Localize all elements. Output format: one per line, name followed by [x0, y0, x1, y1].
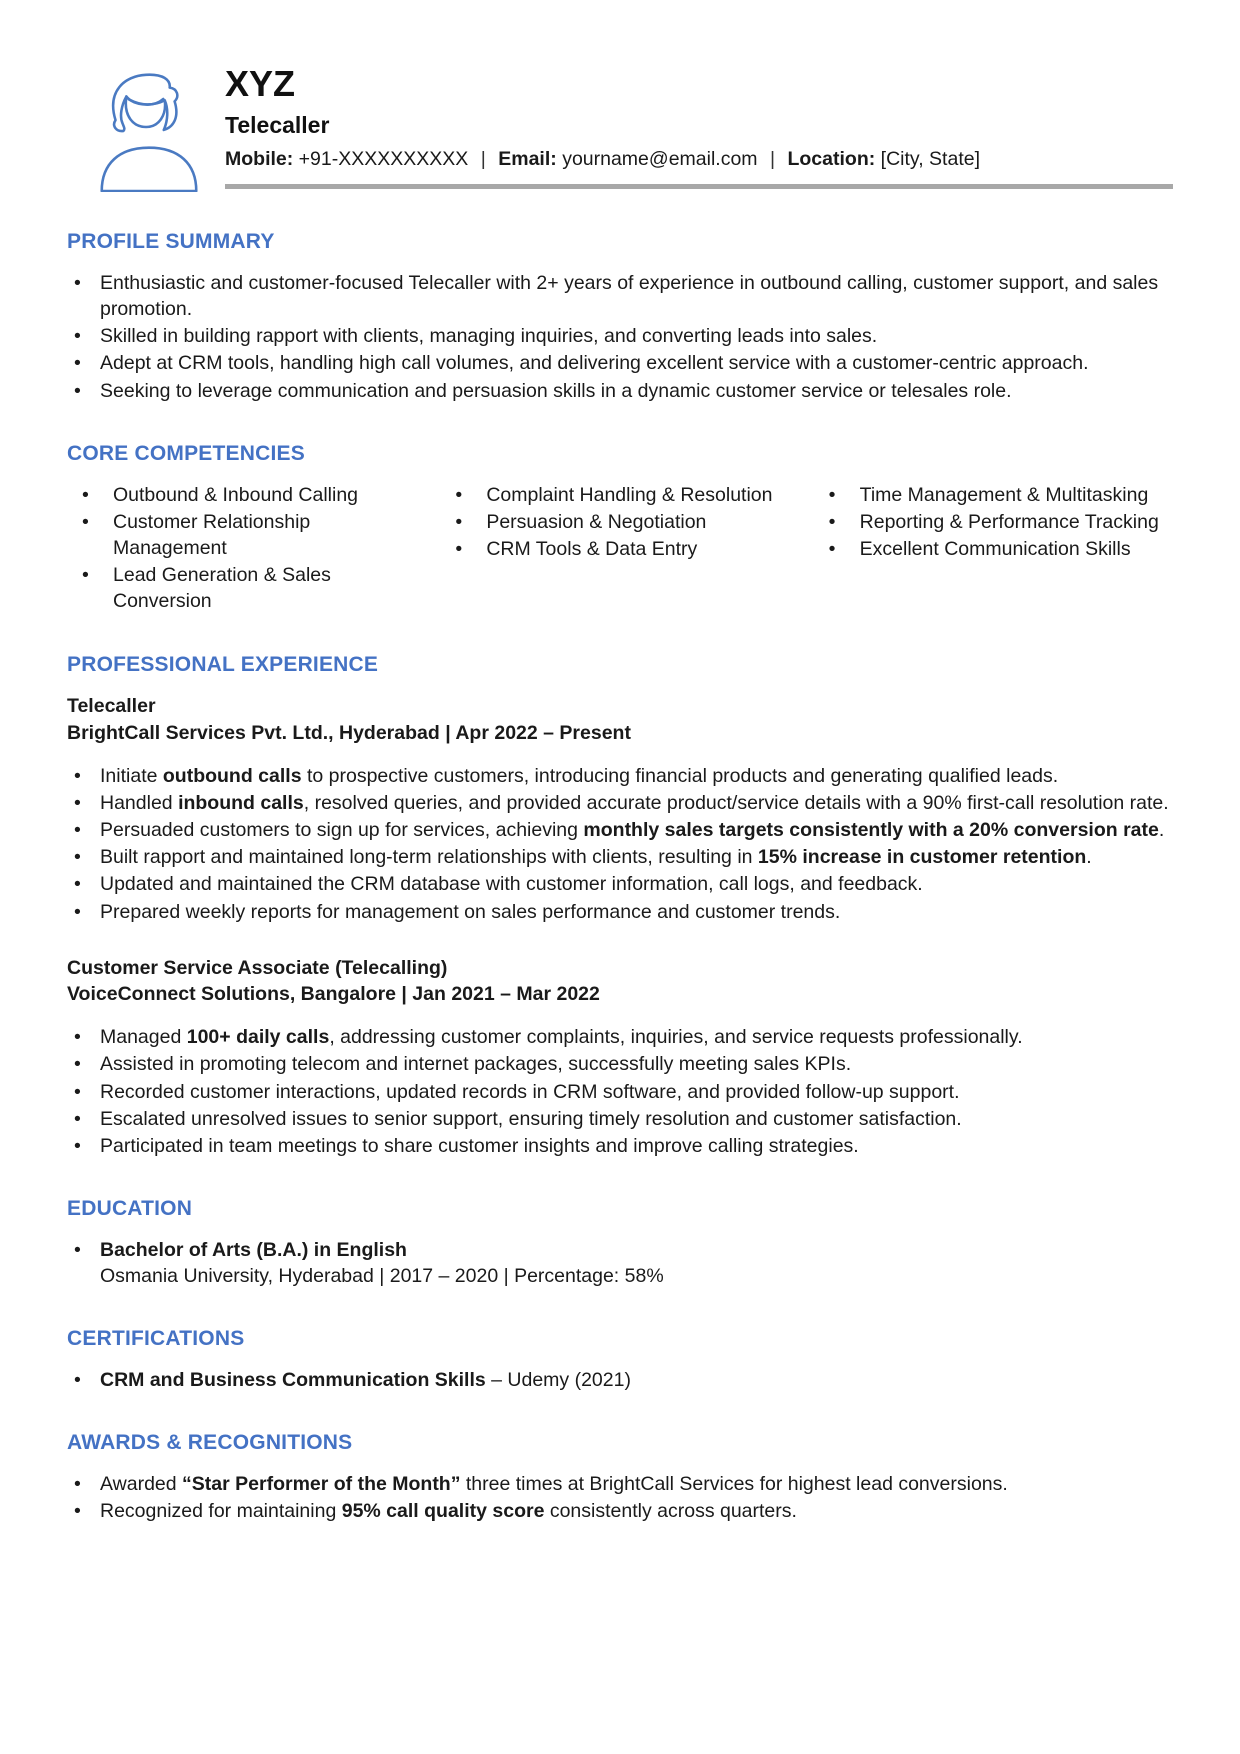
job-entry	[67, 693, 1173, 924]
separator: |	[769, 148, 776, 171]
email-value: yourname@email.com	[562, 148, 758, 171]
list-item: • Updated and maintained the CRM database with customer information, call logs, and feedback.	[67, 871, 1173, 897]
list-item: • Outbound & Inbound Calling	[67, 482, 426, 508]
separator: |	[480, 148, 486, 171]
list-item: • Recognized for maintaining 95% call quality score consistently across quarters.	[67, 1498, 1173, 1524]
profile-summary-list	[67, 270, 1173, 404]
email-label: Email:	[498, 148, 557, 171]
mobile-value: +91-XXXXXXXXXX	[298, 148, 469, 171]
mobile-label: Mobile:	[225, 148, 294, 171]
list-item: • Enthusiastic and customer-focused Telecaller with 2+ years of experience in outbound calling, customer support, and sales promotion.	[67, 270, 1173, 322]
list-item: • Persuaded customers to sign up for services, achieving monthly sales targets consistently with a 20% conversion rate.	[67, 817, 1173, 843]
education-details: Osmania University, Hyderabad | 2017 – 2020 | Percentage: 58%	[100, 1265, 664, 1287]
job-bullets	[67, 1024, 1173, 1159]
awards-list	[67, 1471, 1173, 1524]
list-item: • Persuasion & Negotiation	[440, 509, 799, 535]
competency-column	[440, 482, 799, 616]
list-item: • Recorded customer interactions, updated records in CRM software, and provided follow-up support.	[67, 1079, 1173, 1105]
list-item: • Assisted in promoting telecom and internet packages, successfully meeting sales KPIs.	[67, 1051, 1173, 1077]
list-item: • Escalated unresolved issues to senior support, ensuring timely resolution and customer satisfaction.	[67, 1106, 1173, 1132]
list-item	[67, 1237, 1173, 1289]
list-item: • Customer Relationship Management	[67, 509, 426, 561]
list-item: • CRM Tools & Data Entry	[440, 536, 799, 562]
list-item: • CRM and Business Communication Skills – Udemy (2021)	[67, 1367, 1173, 1393]
location-label: Location:	[787, 148, 876, 171]
list-item: • Skilled in building rapport with clients, managing inquiries, and converting leads into sales.	[67, 323, 1173, 349]
job-entry	[67, 955, 1173, 1159]
list-item: • Participated in team meetings to share customer insights and improve calling strategies.	[67, 1133, 1173, 1159]
competencies-grid	[67, 482, 1173, 616]
contact-line	[225, 147, 1173, 172]
education-list	[67, 1237, 1173, 1289]
section-heading: CERTIFICATIONS	[67, 1327, 245, 1351]
certifications-list	[67, 1367, 1173, 1393]
list-item: • Complaint Handling & Resolution	[440, 482, 799, 508]
education-degree: • Bachelor of Arts (B.A.) in English	[100, 1238, 407, 1261]
competency-column	[814, 482, 1173, 616]
list-item: • Built rapport and maintained long-term relationships with clients, resulting in 15% increase in customer retention.	[67, 844, 1173, 870]
job-company-line: BrightCall Services Pvt. Ltd., Hyderabad | Apr 2022 – Present	[67, 721, 631, 744]
list-item: • Managed 100+ daily calls, addressing customer complaints, inquiries, and service requests professionally.	[67, 1024, 1173, 1050]
job-title: Telecaller	[67, 695, 156, 718]
person-job-title: Telecaller	[225, 111, 330, 138]
job-title: Customer Service Associate (Telecalling)	[67, 956, 448, 979]
section-heading: AWARDS & RECOGNITIONS	[67, 1431, 353, 1455]
location-value: [City, State]	[880, 148, 980, 171]
list-item: • Time Management & Multitasking	[814, 482, 1173, 508]
list-item: • Handled inbound calls, resolved queries, and provided accurate product/service details with a 90% first-call resolution rate.	[67, 790, 1173, 816]
list-item: • Lead Generation & Sales Conversion	[67, 562, 426, 614]
section-heading: CORE COMPETENCIES	[67, 441, 305, 465]
header-text-block	[225, 62, 1173, 189]
resume-header	[67, 62, 1173, 192]
list-item: • Initiate outbound calls to prospective customers, introducing financial products and generating qualified leads.	[67, 763, 1173, 789]
list-item: • Reporting & Performance Tracking	[814, 509, 1173, 535]
section-heading: EDUCATION	[67, 1196, 193, 1220]
section-professional-experience	[67, 653, 1173, 1159]
competency-column	[67, 482, 426, 616]
person-name: XYZ	[225, 63, 296, 104]
list-item: • Awarded “Star Performer of the Month” three times at BrightCall Services for highest lead conversions.	[67, 1471, 1173, 1497]
section-heading: PROFILE SUMMARY	[67, 230, 275, 253]
section-core-competencies	[67, 442, 1173, 616]
job-bullets	[67, 763, 1173, 925]
list-item: • Prepared weekly reports for management on sales performance and customer trends.	[67, 899, 1173, 925]
list-item: • Seeking to leverage communication and persuasion skills in a dynamic customer service or telesales role.	[67, 378, 1173, 404]
section-awards	[67, 1431, 1173, 1524]
section-education	[67, 1197, 1173, 1289]
list-item: • Excellent Communication Skills	[814, 536, 1173, 562]
section-heading: PROFESSIONAL EXPERIENCE	[67, 653, 379, 677]
person-avatar-icon	[85, 62, 213, 192]
job-company-line: VoiceConnect Solutions, Bangalore | Jan 2021 – Mar 2022	[67, 982, 600, 1005]
list-item: • Adept at CRM tools, handling high call volumes, and delivering excellent service with a customer-centric approach.	[67, 350, 1173, 376]
section-profile-summary	[67, 230, 1173, 404]
section-certifications	[67, 1327, 1173, 1393]
